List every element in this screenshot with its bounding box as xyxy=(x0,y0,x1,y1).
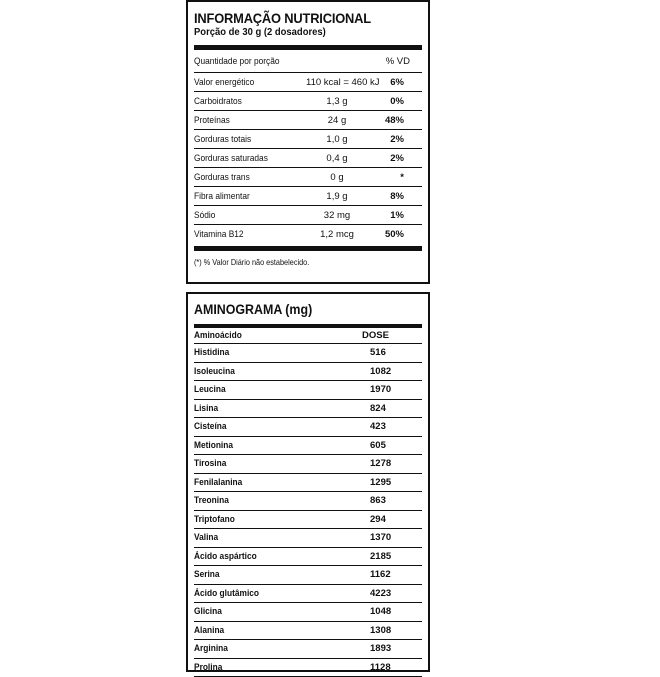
nutrition-header-row xyxy=(194,50,422,72)
nutrient-quantity: 1,3 g xyxy=(306,96,368,107)
thick-divider-bottom xyxy=(194,246,422,251)
aminoacid-name: Treonina xyxy=(194,495,342,506)
nutrient-quantity: 1,2 mcg xyxy=(306,229,368,240)
aminoacid-dose: 2185 xyxy=(362,551,422,562)
aminoacid-dose: 294 xyxy=(362,514,422,525)
aminoacid-name: Lisina xyxy=(194,403,342,414)
nutrient-quantity: 0,4 g xyxy=(306,153,368,164)
aminogram-row xyxy=(194,455,422,474)
aminoacid-name: Valina xyxy=(194,532,342,543)
nutrition-row xyxy=(194,130,422,149)
nutrition-row xyxy=(194,187,422,206)
nutrient-daily-value: 6% xyxy=(368,77,422,88)
nutrient-daily-value: 2% xyxy=(368,153,422,164)
aminogram-row xyxy=(194,585,422,604)
nutrient-name: Gorduras trans xyxy=(194,172,293,183)
footnote: (*) % Valor Diário não estabelecido. xyxy=(194,257,390,267)
nutrition-row xyxy=(194,225,422,244)
aminoacid-name: Ácido glutâmico xyxy=(194,588,342,599)
nutrition-table xyxy=(194,73,422,244)
aminogram-title: AMINOGRAMA (mg) xyxy=(194,302,404,318)
aminoacid-dose: 1893 xyxy=(362,643,422,654)
aminoacid-dose: 1295 xyxy=(362,477,422,488)
header-vd-label: % VD xyxy=(368,56,422,67)
nutrient-quantity: 24 g xyxy=(306,115,368,126)
nutrient-name: Gorduras saturadas xyxy=(194,153,293,164)
nutrient-daily-value: 1% xyxy=(368,210,422,221)
nutrition-row xyxy=(194,73,422,92)
nutrient-name: Sódio xyxy=(194,210,293,221)
nutrient-quantity: 1,9 g xyxy=(306,191,368,202)
nutrient-daily-value: 50% xyxy=(368,229,422,240)
aminogram-row xyxy=(194,529,422,548)
aminogram-row xyxy=(194,492,422,511)
aminogram-table xyxy=(194,344,422,677)
aminoacid-name: Fenilalanina xyxy=(194,477,342,488)
aminoacid-name: Ácido aspártico xyxy=(194,551,342,562)
aminogram-row xyxy=(194,659,422,677)
aminogram-row xyxy=(194,437,422,456)
aminoacid-name: Alanina xyxy=(194,625,342,636)
aminoacid-name: Cisteína xyxy=(194,421,342,432)
aminoacid-dose: 4223 xyxy=(362,588,422,599)
nutrient-daily-value: 48% xyxy=(368,115,422,126)
aminoacid-dose: 1970 xyxy=(362,384,422,395)
aminoacid-dose: 1370 xyxy=(362,532,422,543)
aminoacid-dose: 863 xyxy=(362,495,422,506)
aminoacid-name: Histidina xyxy=(194,347,342,358)
nutrition-row xyxy=(194,206,422,225)
aminoacid-dose: 423 xyxy=(362,421,422,432)
aminoacid-dose: 1048 xyxy=(362,606,422,617)
aminoacid-name: Leucina xyxy=(194,384,342,395)
aminoacid-dose: 605 xyxy=(362,440,422,451)
aminogram-row xyxy=(194,622,422,641)
nutrition-facts-panel xyxy=(186,0,430,284)
aminogram-row xyxy=(194,548,422,567)
aminogram-row xyxy=(194,603,422,622)
aminoacid-dose: 1308 xyxy=(362,625,422,636)
nutrient-name: Valor energético xyxy=(194,77,293,88)
nutrition-row xyxy=(194,168,422,187)
nutrient-name: Carboidratos xyxy=(194,96,293,107)
serving-size: Porção de 30 g (2 dosadores) xyxy=(194,26,399,39)
header-quantity-label: Quantidade por porção xyxy=(194,56,293,67)
aminoacid-name: Isoleucina xyxy=(194,366,342,377)
aminogram-panel xyxy=(186,292,430,672)
aminogram-row xyxy=(194,566,422,585)
aminogram-row xyxy=(194,381,422,400)
aminoacid-name: Triptofano xyxy=(194,514,342,525)
aminoacid-name: Glicina xyxy=(194,606,342,617)
aminogram-row xyxy=(194,640,422,659)
aminoacid-dose: 516 xyxy=(362,347,422,358)
aminogram-header-row xyxy=(194,328,422,344)
aminoacid-name: Arginina xyxy=(194,643,342,654)
nutrient-quantity: 0 g xyxy=(306,172,368,183)
aminoacid-name: Tirosina xyxy=(194,458,342,469)
aminoacid-name: Prolina xyxy=(194,662,342,673)
aminoacid-name: Serina xyxy=(194,569,342,580)
aminogram-row xyxy=(194,344,422,363)
aminogram-row xyxy=(194,474,422,493)
nutrient-daily-value: 0% xyxy=(368,96,422,107)
nutrient-name: Gorduras totais xyxy=(194,134,293,145)
nutrient-daily-value: 2% xyxy=(368,134,422,145)
aminogram-row xyxy=(194,418,422,437)
nutrient-name: Vitamina B12 xyxy=(194,229,293,240)
nutrition-row xyxy=(194,149,422,168)
aminogram-row xyxy=(194,511,422,530)
aminoacid-dose: 1128 xyxy=(362,662,422,673)
aminoacid-dose: 1278 xyxy=(362,458,422,469)
nutrition-row xyxy=(194,92,422,111)
nutrient-name: Proteínas xyxy=(194,115,293,126)
header-dose-label: DOSE xyxy=(362,330,422,341)
nutrient-quantity: 1,0 g xyxy=(306,134,368,145)
aminogram-row xyxy=(194,400,422,419)
nutrient-daily-value: 8% xyxy=(368,191,422,202)
nutrient-quantity: 32 mg xyxy=(306,210,368,221)
nutrient-name: Fibra alimentar xyxy=(194,191,293,202)
header-aminoacid-label: Aminoácido xyxy=(194,330,342,341)
aminogram-row xyxy=(194,363,422,382)
aminoacid-dose: 1162 xyxy=(362,569,422,580)
nutrient-quantity: 110 kcal = 460 kJ xyxy=(306,77,368,88)
aminoacid-dose: 1082 xyxy=(362,366,422,377)
aminoacid-dose: 824 xyxy=(362,403,422,414)
nutrition-row xyxy=(194,111,422,130)
nutrition-title: INFORMAÇÃO NUTRICIONAL xyxy=(194,10,404,26)
nutrient-daily-value: * xyxy=(368,172,422,183)
aminoacid-name: Metionina xyxy=(194,440,342,451)
